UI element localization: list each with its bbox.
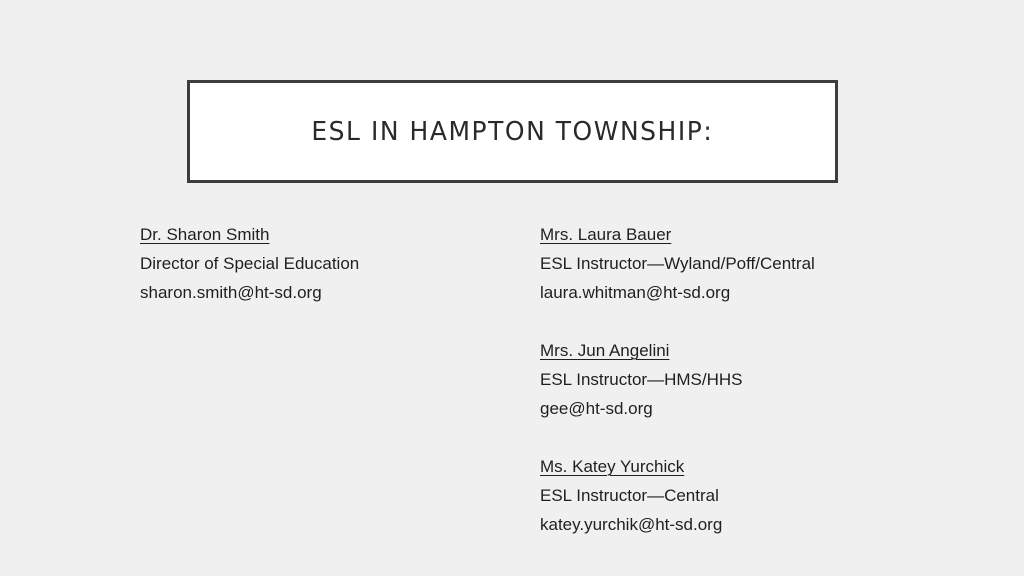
contact-role: ESL Instructor—Wyland/Poff/Central bbox=[540, 254, 815, 273]
contact-role: ESL Instructor—Central bbox=[540, 486, 719, 505]
slide-title: ESL IN HAMPTON TOWNSHIP: bbox=[311, 116, 714, 147]
contact-role: ESL Instructor—HMS/HHS bbox=[540, 370, 743, 389]
contact-name-link[interactable]: Dr. Sharon Smith bbox=[140, 225, 270, 244]
contact-role: Director of Special Education bbox=[140, 254, 360, 273]
contact-email: sharon.smith@ht-sd.org bbox=[140, 283, 322, 302]
contact-name-link[interactable]: Mrs. Jun Angelini bbox=[540, 341, 670, 360]
contact-name-link[interactable]: Ms. Katey Yurchick bbox=[540, 457, 685, 476]
left-contacts-column bbox=[140, 220, 359, 336]
contact-email: gee@ht-sd.org bbox=[540, 399, 653, 418]
title-box bbox=[187, 80, 838, 183]
contact-email: katey.yurchik@ht-sd.org bbox=[540, 515, 723, 534]
contact-email: laura.whitman@ht-sd.org bbox=[540, 283, 731, 302]
contact-katey-yurchick bbox=[540, 452, 815, 539]
right-contacts-column bbox=[540, 220, 815, 568]
contact-sharon-smith bbox=[140, 220, 359, 307]
contact-laura-bauer bbox=[540, 220, 815, 307]
contact-name-link[interactable]: Mrs. Laura Bauer bbox=[540, 225, 672, 244]
contact-jun-angelini bbox=[540, 336, 815, 423]
